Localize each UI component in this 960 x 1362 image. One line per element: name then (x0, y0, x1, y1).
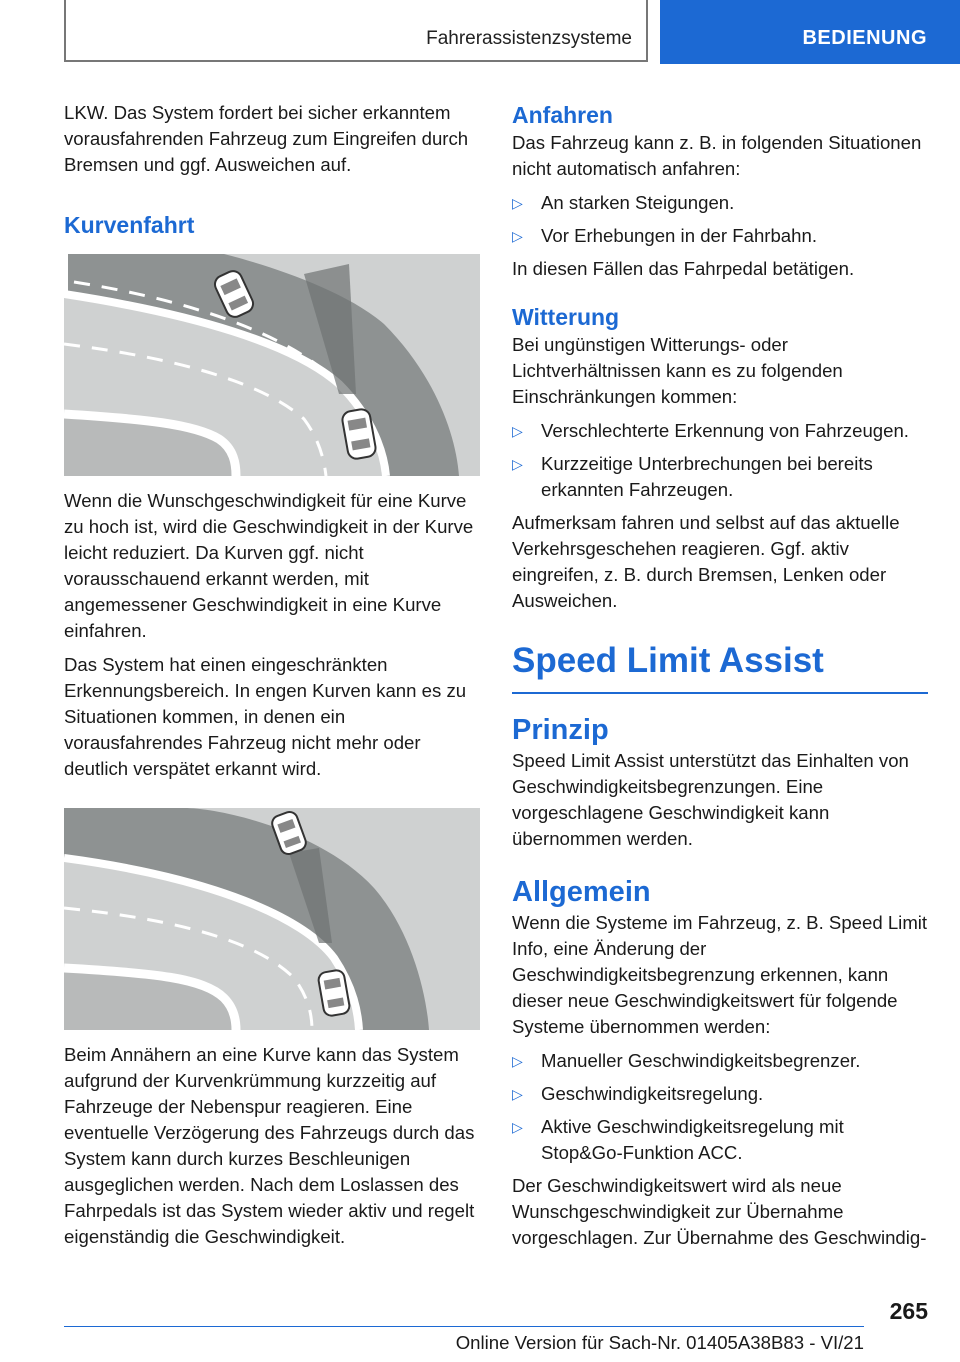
curve-paragraph-1: Wenn die Wunschgeschwindigkeit für eine Kurve zu hoch ist, wird die Geschwindigkeit in der Kurve leicht reduziert. Da Kurven ggf. nicht vorausschauend erkannt werden, mit angemessener Geschwindigkeit in eine Kurve einfahren. (64, 490, 474, 641)
section-tab (64, 0, 648, 62)
curve-figure-2 (64, 808, 480, 1030)
list-item: ▷ Vor Erhebungen in der Fahrbahn. (512, 223, 928, 249)
witterung-list (512, 418, 928, 503)
witterung-heading: Witterung (512, 304, 620, 330)
prinzip-text: Speed Limit Assist unterstützt das Einhalten von Geschwindigkeitsbegrenzungen. Eine vorgeschlagene Geschwindigkeit kann übernommen werden. (512, 750, 909, 849)
triangle-bullet-icon: ▷ (512, 456, 523, 472)
anfahren-text: Das Fahrzeug kann z. B. in folgenden Situationen nicht automatisch anfahren: (512, 132, 922, 179)
chapter-title: BEDIENUNG (802, 27, 927, 49)
list-item: ▷ Geschwindigkeitsregelung. (512, 1081, 928, 1107)
anfahren-after: In diesen Fällen das Fahrpedal betätigen. (512, 258, 855, 279)
curve-paragraph-2: Das System hat einen eingeschränkten Erkennungsbereich. In engen Kurven kann es zu Situationen kommen, in denen ein vorausfahrendes Fahrzeug nicht mehr oder deutlich verspätet erkannt wird. (64, 654, 467, 779)
witterung-text: Bei ungünstigen Witterungs- oder Lichtverhältnissen kann es zu folgenden Einschränkungen kommen: (512, 334, 843, 407)
witterung-after: Aufmerksam fahren und selbst auf das aktuelle Verkehrsgeschehen reagieren. Ggf. aktiv eingreifen, z. B. durch Bremsen, Lenken oder Ausweichen. (512, 512, 900, 611)
list-item: ▷ Verschlechterte Erkennung von Fahrzeugen. (512, 418, 928, 444)
list-item: ▷ Kurzzeitige Unterbrechungen bei bereits erkannten Fahrzeugen. (512, 453, 873, 500)
list-item: ▷ Aktive Geschwindigkeitsregelung mit Stop&Go-Funktion ACC. (512, 1116, 844, 1163)
triangle-bullet-icon: ▷ (512, 1053, 523, 1069)
prinzip-heading: Prinzip (512, 714, 609, 746)
left-column (64, 100, 480, 1258)
chapter-tab (660, 0, 960, 64)
triangle-bullet-icon: ▷ (512, 1119, 523, 1135)
list-item: ▷ Manueller Geschwindigkeitsbegrenzer. (512, 1048, 928, 1074)
page-number: 265 (889, 1298, 928, 1324)
right-column (512, 100, 928, 1259)
list-item: ▷ An starken Steigungen. (512, 190, 928, 216)
triangle-bullet-icon: ▷ (512, 228, 523, 244)
allgemein-list (512, 1048, 928, 1166)
allgemein-after: Der Geschwindigkeitswert wird als neue Wunschgeschwindigkeit zur Übernahme vorgeschlagen. Zur Übernahme des Geschwindig- (512, 1175, 927, 1248)
triangle-bullet-icon: ▷ (512, 423, 523, 439)
curve-paragraph-3: Beim Annähern an eine Kurve kann das System aufgrund der Kurvenkrümmung kurzzeitig auf Fahrzeuge der Nebenspur reagieren. Eine eventuelle Verzögerung des Fahrzeugs durch das System kann durch kurzes Beschleunigen ausgeglichen werden. Nach dem Loslassen des Fahrpedals ist das System wieder aktiv und regelt eigenständig die Geschwindigkeit. (64, 1044, 475, 1247)
triangle-bullet-icon: ▷ (512, 1086, 523, 1102)
footer-divider (64, 1326, 864, 1327)
anfahren-heading: Anfahren (512, 102, 613, 128)
page-header (0, 0, 960, 68)
footer-text: Online Version für Sach-Nr. 01405A38B83 - VI/21 (455, 1332, 864, 1353)
section-title: Fahrerassistenzsysteme (426, 28, 632, 49)
allgemein-heading: Allgemein (512, 876, 651, 908)
speed-limit-assist-heading: Speed Limit Assist (512, 640, 928, 694)
triangle-bullet-icon: ▷ (512, 195, 523, 211)
intro-paragraph: LKW. Das System fordert bei sicher erkanntem vorausfahrenden Fahrzeug zum Eingreifen durch Bremsen und ggf. Ausweichen auf. (64, 102, 469, 175)
allgemein-text: Wenn die Systeme im Fahrzeug, z. B. Speed Limit Info, eine Änderung der Geschwindigkeitsbegrenzung erkennen, kann dieser neue Geschwindigkeitswert für folgende Systeme übernommen werden: (512, 912, 928, 1037)
kurvenfahrt-heading: Kurvenfahrt (64, 212, 195, 238)
anfahren-list (512, 190, 928, 249)
curve-figure-1 (64, 254, 480, 476)
